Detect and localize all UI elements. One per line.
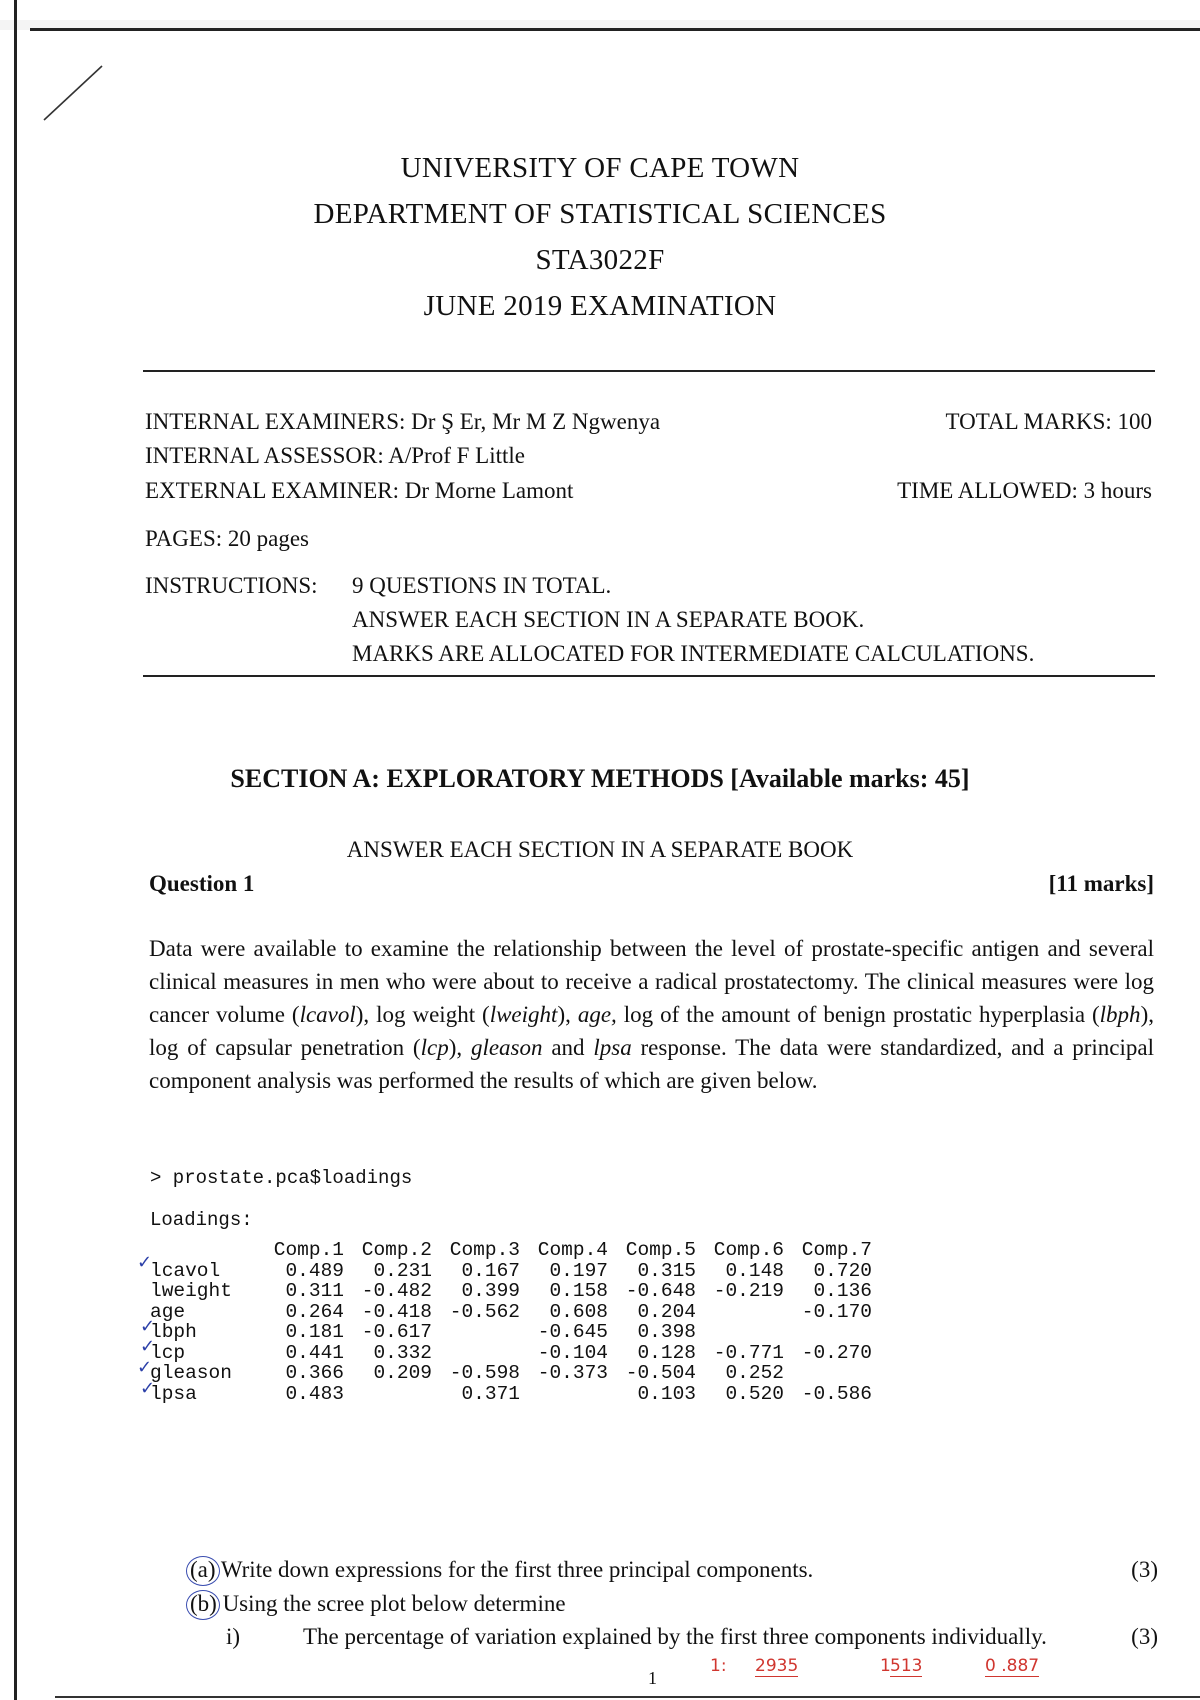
info-divider (143, 675, 1155, 677)
part-b-text: (b) Using the scree plot below determine (190, 1591, 566, 1616)
loading-value: 0.520 (725, 1382, 784, 1405)
loadings-row (150, 1363, 872, 1384)
loading-value: 0.366 (285, 1362, 344, 1384)
loading-value: 0.204 (637, 1300, 696, 1323)
handwritten-note: 1: (710, 1656, 727, 1676)
loading-value: 0.148 (725, 1259, 784, 1282)
loading-value: -0.104 (537, 1341, 608, 1364)
loading-value: 0.489 (285, 1259, 344, 1282)
total-marks: TOTAL MARKS: 100 (945, 409, 1152, 434)
loading-value: -0.771 (713, 1341, 784, 1364)
instructions-label: INSTRUCTIONS: (145, 573, 318, 598)
part-bi-marks: (3) (1131, 1624, 1158, 1649)
loading-value: 0.128 (637, 1341, 696, 1364)
column-header: Comp.4 (537, 1239, 608, 1261)
loading-value: -0.170 (801, 1300, 872, 1323)
part-a-marks: (3) (1131, 1557, 1158, 1582)
page-count: PAGES: 20 pages (145, 526, 309, 551)
loading-value: -0.219 (713, 1280, 784, 1302)
department-name: DEPARTMENT OF STATISTICAL SCIENCES (313, 198, 887, 230)
column-header: Comp.6 (713, 1239, 784, 1261)
loading-value: -0.373 (537, 1362, 608, 1384)
loading-value: 0.209 (373, 1362, 432, 1384)
loading-value (344, 1384, 432, 1405)
loadings-row (150, 1322, 872, 1343)
instruction-item: ANSWER EACH SECTION IN A SEPARATE BOOK. (352, 607, 865, 632)
loading-value: 0.103 (637, 1382, 696, 1405)
question-label: Question 1 (149, 871, 255, 896)
time-allowed: TIME ALLOWED: 3 hours (897, 478, 1152, 503)
column-header: Comp.5 (625, 1239, 696, 1261)
loading-value: 0.441 (285, 1341, 344, 1364)
loading-value: -0.562 (449, 1300, 520, 1323)
pen-tick-icon: ✓ (137, 1252, 153, 1273)
loading-value: -0.645 (537, 1321, 608, 1343)
external-examiner: EXTERNAL EXAMINER: Dr Morne Lamont (145, 478, 574, 503)
loading-value: 0.264 (285, 1300, 344, 1323)
variable-name: gleason (150, 1362, 232, 1384)
pen-tick-icon: ✓ (140, 1336, 156, 1357)
loading-value: 0.231 (373, 1259, 432, 1282)
loading-value: -0.418 (361, 1300, 432, 1323)
loadings-label: Loadings: (150, 1209, 253, 1231)
handwritten-note: 513 (890, 1656, 923, 1676)
loading-value: 0.608 (549, 1300, 608, 1323)
loading-value: 0.181 (285, 1321, 344, 1343)
loading-value (784, 1363, 872, 1384)
handwritten-note: 2935 (755, 1656, 799, 1676)
loadings-row (150, 1302, 872, 1323)
loadings-header-row (150, 1240, 872, 1261)
r-command: > prostate.pca$loadings (150, 1167, 413, 1189)
column-header: Comp.7 (801, 1239, 872, 1261)
loading-value (520, 1384, 608, 1405)
loadings-table (150, 1240, 872, 1404)
loading-value (784, 1322, 872, 1343)
loadings-row (150, 1384, 872, 1405)
loading-value: 0.136 (813, 1280, 872, 1302)
loadings-row (150, 1281, 872, 1302)
variable-name: age (150, 1300, 186, 1323)
question-marks: [11 marks] (1048, 871, 1154, 896)
loading-value: 0.371 (461, 1382, 520, 1405)
section-title: SECTION A: EXPLORATORY METHODS [Available marks: 45] (230, 764, 970, 793)
pen-slash-mark (40, 60, 110, 130)
loading-value: -0.617 (361, 1321, 432, 1343)
loading-value (696, 1302, 784, 1323)
loading-value: 0.311 (285, 1280, 344, 1302)
part-bi-text: The percentage of variation explained by the first three components individually. (303, 1624, 1047, 1649)
course-code: STA3022F (535, 244, 665, 276)
loading-value: -0.598 (449, 1362, 520, 1384)
loading-value: 0.315 (637, 1259, 696, 1282)
loading-value (432, 1322, 520, 1343)
instruction-item: MARKS ARE ALLOCATED FOR INTERMEDIATE CALCULATIONS. (352, 641, 1035, 666)
page-top-edge (0, 0, 1200, 30)
loading-value: 0.197 (549, 1259, 608, 1282)
loading-value: 0.332 (373, 1341, 432, 1364)
loading-value: 0.398 (637, 1321, 696, 1343)
loading-value: -0.648 (625, 1280, 696, 1302)
loadings-row (150, 1343, 872, 1364)
loading-value: 0.720 (813, 1259, 872, 1282)
variable-name: lweight (150, 1280, 232, 1302)
pen-tick-icon: ✓ (140, 1316, 156, 1337)
loading-value: 0.167 (461, 1259, 520, 1282)
loading-value: -0.482 (361, 1280, 432, 1302)
column-header: Comp.3 (449, 1239, 520, 1261)
loading-value: 0.483 (285, 1382, 344, 1405)
part-a-text: (a) Write down expressions for the first three principal components. (190, 1557, 814, 1582)
exam-title: JUNE 2019 EXAMINATION (423, 290, 777, 322)
handwritten-note: 0 .887 (985, 1656, 1040, 1676)
university-name: UNIVERSITY OF CAPE TOWN (400, 152, 800, 184)
loading-value: -0.504 (625, 1362, 696, 1384)
scan-top-border (30, 28, 1200, 31)
part-bi-label: i) (226, 1624, 241, 1649)
pen-tick-icon: ✓ (140, 1378, 156, 1399)
variable-name: lbph (150, 1321, 197, 1343)
loading-value: -0.586 (801, 1382, 872, 1405)
header-divider (143, 370, 1155, 372)
section-subtitle: ANSWER EACH SECTION IN A SEPARATE BOOK (346, 837, 854, 862)
column-header: Comp.1 (273, 1239, 344, 1261)
loading-value (696, 1322, 784, 1343)
variable-name: lcavol (150, 1259, 221, 1282)
loadings-row (150, 1261, 872, 1282)
loading-value: -0.270 (801, 1341, 872, 1364)
loading-value (432, 1343, 520, 1364)
column-header: Comp.2 (361, 1239, 432, 1261)
question-text: Data were available to examine the relationship between the level of prostate-specific antigen and several clinical measures in men who were about to receive a radical prostatectomy. The clinical measures were log cancer volume (lcavol), log weight (lweight), age, log of the amount of benign prostatic hyperplasia (lbph), log of capsular penetration (lcp), gleason and lpsa response. The data were standardized, and a principal component analysis was performed the results of which are given below. (149, 936, 1154, 1093)
loading-value: 0.158 (549, 1280, 608, 1302)
page-bottom-border (55, 1696, 1200, 1698)
instruction-item: 9 QUESTIONS IN TOTAL. (352, 573, 612, 598)
internal-assessor: INTERNAL ASSESSOR: A/Prof F Little (145, 443, 525, 468)
loading-value: 0.252 (725, 1362, 784, 1384)
variable-name: lpsa (150, 1382, 197, 1405)
internal-examiners: INTERNAL EXAMINERS: Dr Ş Er, Mr M Z Ngwenya (145, 409, 661, 434)
loading-value: 0.399 (461, 1280, 520, 1302)
variable-name: lcp (150, 1341, 186, 1364)
handwritten-note: 1 (880, 1656, 891, 1676)
pen-tick-icon: ✓ (137, 1357, 153, 1378)
page-number: 1 (648, 1668, 657, 1688)
row-name-header (150, 1240, 256, 1261)
